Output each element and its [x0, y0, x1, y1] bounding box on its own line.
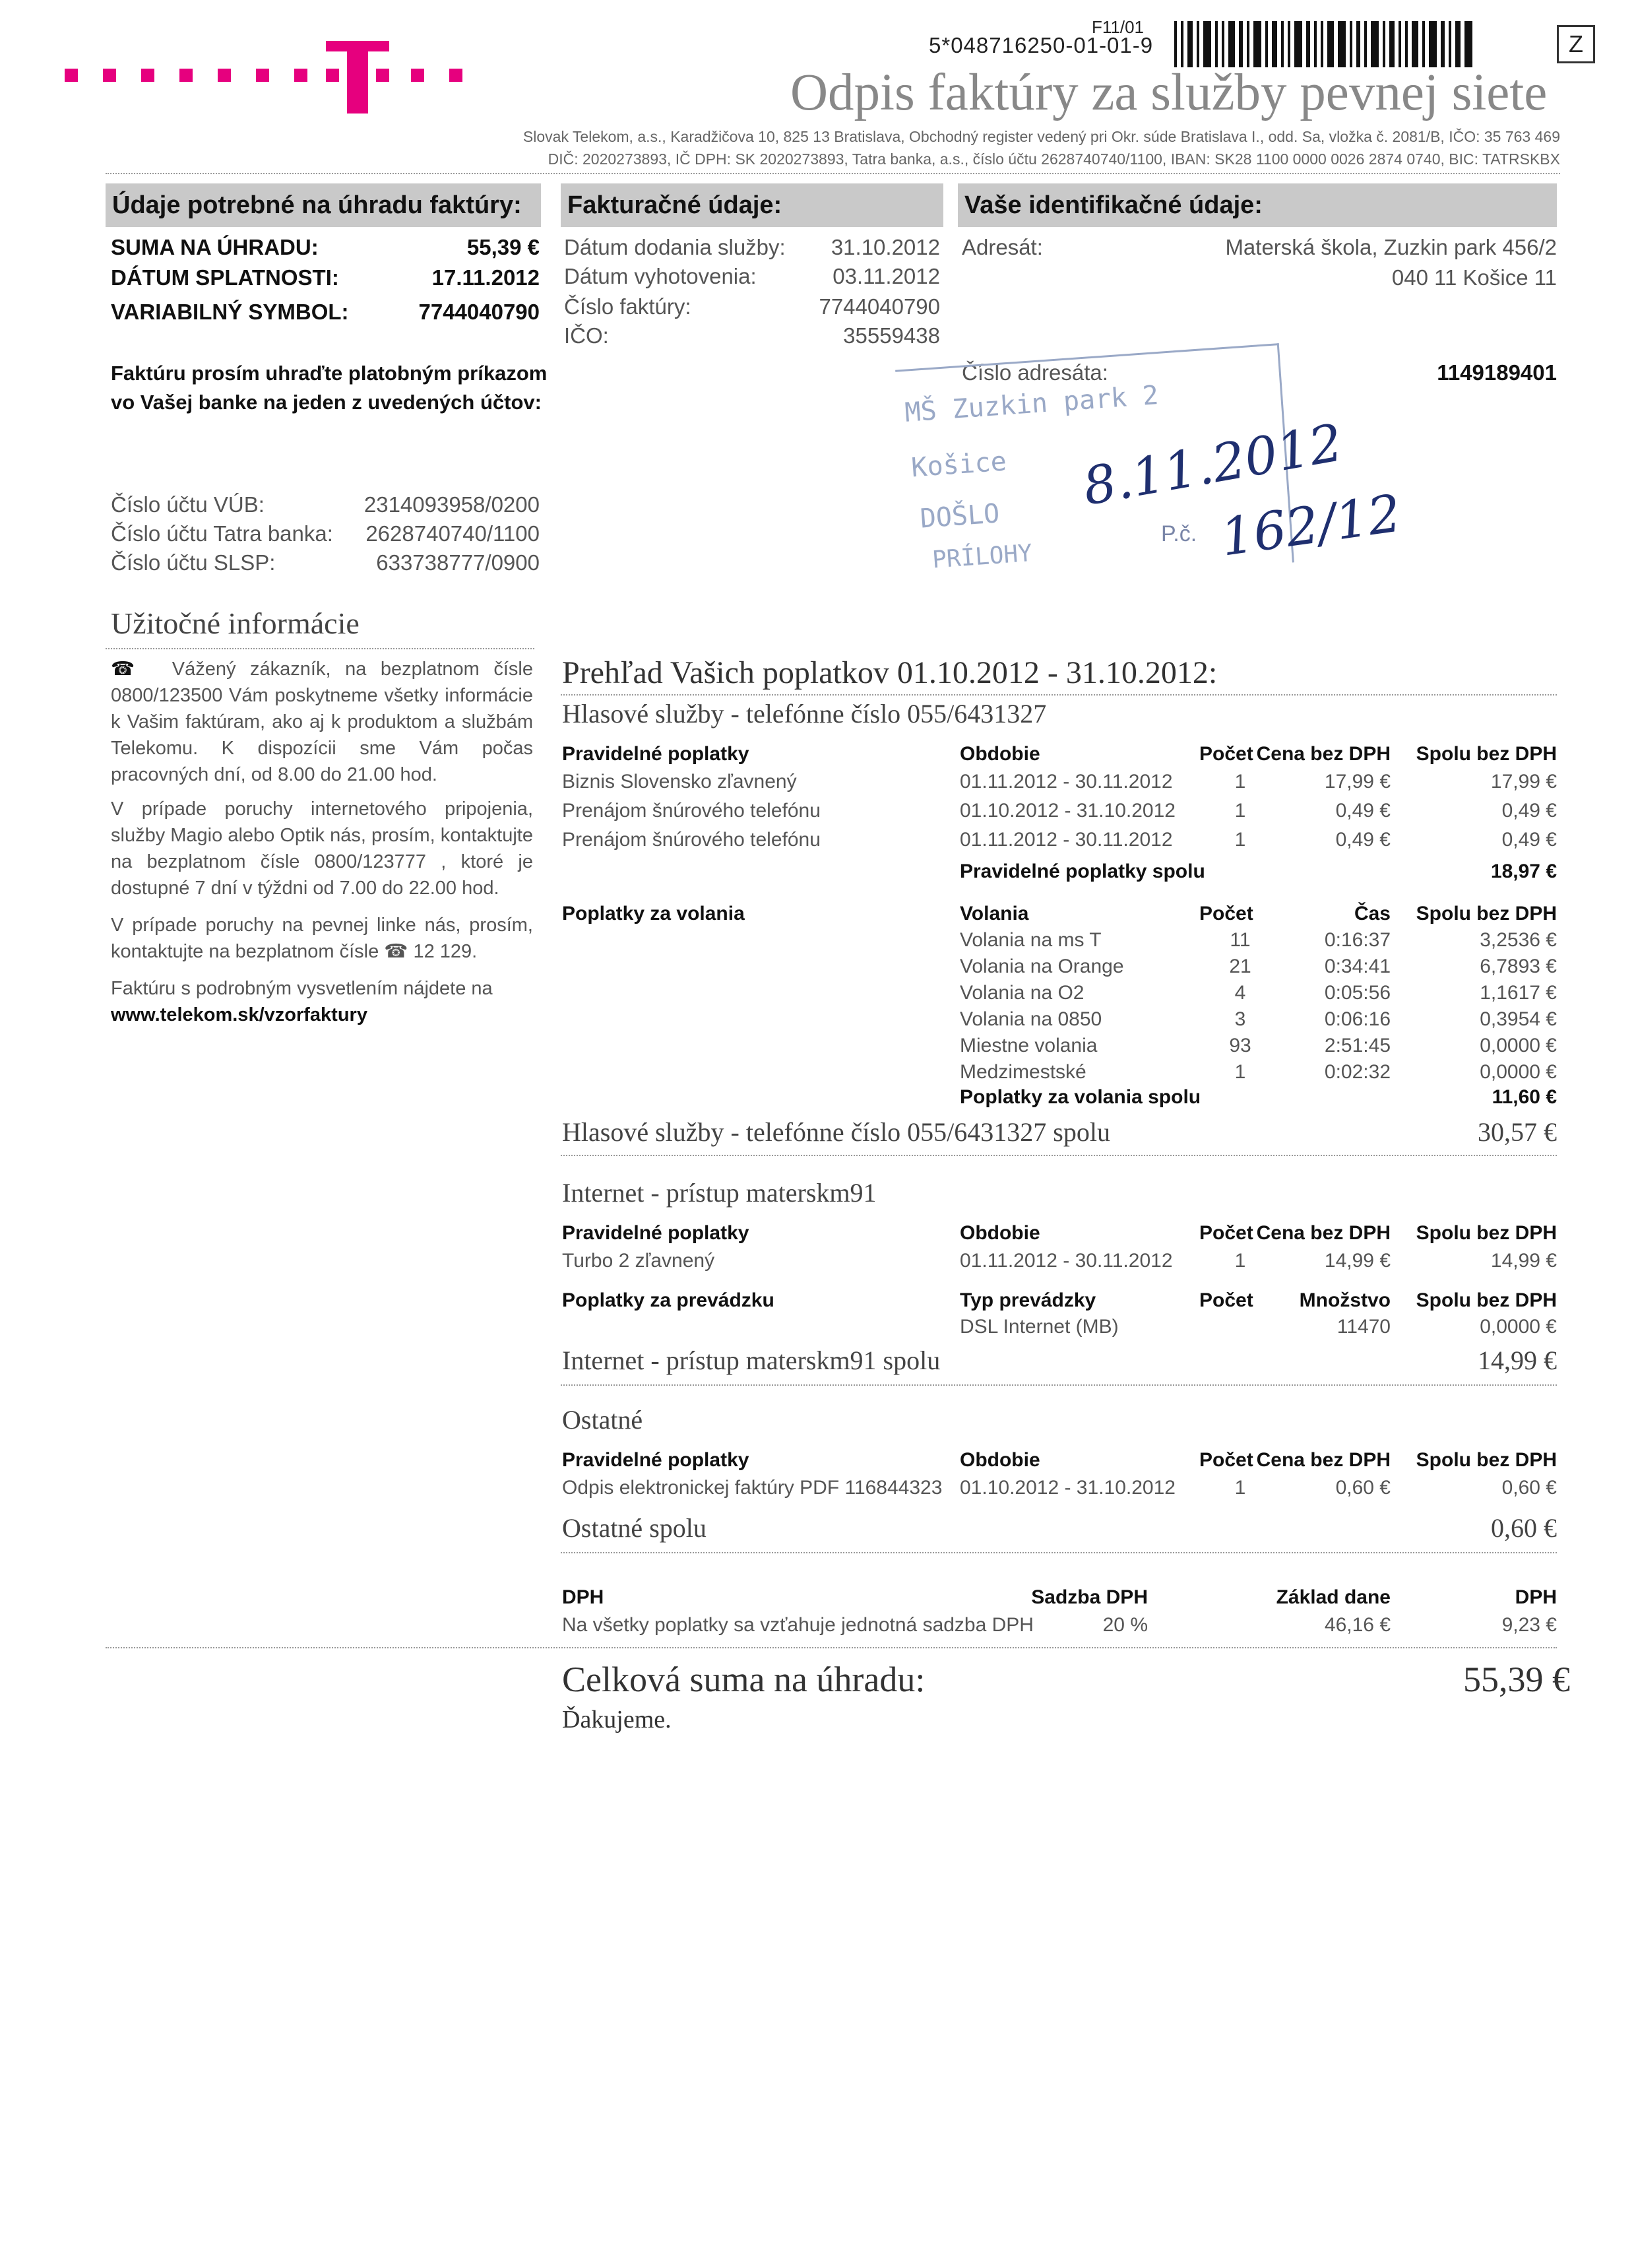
barcode-bar	[1215, 21, 1218, 67]
info-paragraph-4: Faktúru s podrobným vysvetlením nájdete na	[111, 978, 493, 999]
identity-heading: Vaše identifikačné údaje:	[958, 183, 1557, 227]
internet-h-name: Pravidelné poplatky	[562, 1222, 749, 1244]
barcode-bar	[1281, 21, 1284, 67]
addressee-number: 1149189401	[1437, 360, 1557, 385]
vat-value: 9,23 €	[1501, 1614, 1557, 1636]
calls-row-time: 0:06:16	[1324, 1008, 1391, 1030]
info-url[interactable]: www.telekom.sk/vzorfaktury	[111, 1004, 367, 1025]
addressee-line-2: 040 11 Košice 11	[1391, 265, 1557, 290]
info-paragraph-1: ☎ Vážený zákazník, na bezplatnom čísle 0800/123500 Vám poskytneme všetky informácie k Vašim faktúram, ako aj k produktom a službám Telekomu. K dispozícii sme Vám počas pracovných dní, od 8.00 do 21.00 hod.	[111, 659, 533, 785]
regular-h-price: Cena bez DPH	[1256, 743, 1391, 765]
calls-row-type: Miestne volania	[960, 1035, 1098, 1056]
calls-row-time: 0:34:41	[1324, 956, 1391, 977]
billing-label-3: IČO:	[564, 323, 609, 348]
barcode-bar	[1314, 21, 1317, 67]
internet-row-count: 1	[1234, 1250, 1246, 1272]
barcode-bar	[1228, 21, 1235, 67]
barcode-bar	[1306, 21, 1310, 67]
barcode	[1174, 21, 1472, 67]
internet-row-period: 01.11.2012 - 30.11.2012	[960, 1250, 1173, 1272]
other-sum-label: Ostatné spolu	[562, 1513, 707, 1543]
traffic-h-count: Počet	[1199, 1289, 1253, 1311]
internet-h-price: Cena bez DPH	[1256, 1222, 1391, 1244]
traffic-h-name: Poplatky za prevádzku	[562, 1289, 774, 1311]
calls-sum-label: Poplatky za volania spolu	[960, 1086, 1201, 1108]
stamp-line-2: Košice	[910, 446, 1008, 484]
regular-row-total: 0,49 €	[1501, 829, 1557, 851]
barcode-bar	[1371, 21, 1379, 67]
vat-rate: 20 %	[1102, 1614, 1148, 1636]
barcode-bar	[1364, 21, 1367, 67]
regular-row-price: 0,49 €	[1335, 800, 1391, 822]
calls-row-count: 3	[1234, 1008, 1246, 1030]
calls-row-type: Volania na Orange	[960, 956, 1124, 977]
calls-row-type: Volania na O2	[960, 982, 1085, 1004]
calls-h-total: Spolu bez DPH	[1416, 903, 1557, 924]
vat-h-rate: Sadzba DPH	[1031, 1586, 1148, 1608]
account-value-tatra: 2628740740/1100	[365, 521, 540, 546]
traffic-h-amount: Množstvo	[1299, 1289, 1391, 1311]
barcode-bar	[1187, 21, 1193, 67]
barcode-bar	[1181, 21, 1183, 67]
addressee-label: Adresát:	[962, 235, 1043, 259]
calls-row-count: 21	[1229, 956, 1251, 977]
barcode-bar	[1288, 21, 1290, 67]
vat-h-vat: DPH	[1515, 1586, 1557, 1608]
vs-value: 7744040790	[418, 300, 540, 324]
calls-row-time: 0:16:37	[1324, 929, 1391, 951]
info-paragraph-3: V prípade poruchy na pevnej linke nás, prosím, kontaktujte na bezplatnom čísle ☎ 12 129.	[111, 915, 533, 962]
payment-heading: Údaje potrebné na úhradu faktúry:	[106, 183, 541, 227]
traffic-row-total: 0,0000 €	[1480, 1316, 1557, 1338]
barcode-bar	[1350, 21, 1352, 67]
barcode-bar	[1174, 21, 1177, 67]
phone-icon: ☎	[111, 659, 144, 680]
handwritten-number: 162/12	[1217, 484, 1405, 568]
internet-row-name: Turbo 2 zľavnený	[562, 1250, 715, 1272]
other-h-total: Spolu bez DPH	[1416, 1449, 1557, 1471]
regular-row-price: 17,99 €	[1324, 771, 1391, 793]
telekom-logo	[65, 41, 474, 113]
calls-h-time: Čas	[1354, 903, 1391, 924]
barcode-bar	[1239, 21, 1243, 67]
other-title: Ostatné	[562, 1405, 643, 1435]
regular-row-period: 01.10.2012 - 31.10.2012	[960, 800, 1176, 822]
barcode-bar	[1441, 21, 1445, 67]
account-label-tatra: Číslo účtu Tatra banka:	[111, 521, 333, 546]
other-h-period: Obdobie	[960, 1449, 1040, 1471]
grand-total-label: Celková suma na úhradu:	[562, 1660, 926, 1699]
barcode-bar	[1356, 21, 1360, 67]
barcode-bar	[1265, 21, 1268, 67]
account-label-vub: Číslo účtu VÚB:	[111, 492, 265, 517]
regular-sum-label: Pravidelné poplatky spolu	[960, 860, 1205, 882]
internet-sum-value: 14,99 €	[1478, 1345, 1557, 1375]
vat-text: Na všetky poplatky sa vzťahuje jednotná sadzba DPH	[562, 1614, 1034, 1636]
regular-row-period: 01.11.2012 - 30.11.2012	[960, 771, 1173, 793]
barcode-bar	[1272, 21, 1277, 67]
barcode-bar	[1327, 21, 1334, 67]
barcode-bar	[1247, 21, 1249, 67]
calls-row-total: 0,3954 €	[1480, 1008, 1557, 1030]
calls-row-time: 0:02:32	[1324, 1061, 1391, 1083]
code-main: 5*048716250-01-01-9	[929, 33, 1154, 57]
stamp-line-1: MŠ Zuzkin park 2	[904, 380, 1160, 428]
pay-instruction-1: Faktúru prosím uhraďte platobným príkazom	[111, 362, 548, 385]
regular-sum-value: 18,97 €	[1490, 860, 1557, 882]
barcode-bar	[1197, 21, 1199, 67]
stamp-line-4: PRÍLOHY	[931, 539, 1034, 574]
other-h-count: Počet	[1199, 1449, 1253, 1471]
regular-h-name: Pravidelné poplatky	[562, 743, 749, 765]
grand-total-value: 55,39 €	[1463, 1660, 1570, 1699]
barcode-bar	[1383, 21, 1385, 67]
billing-value-3: 35559438	[843, 323, 940, 348]
regular-row-total: 17,99 €	[1490, 771, 1557, 793]
due-label: DÁTUM SPLATNOSTI:	[111, 265, 339, 290]
voice-title: Hlasové služby - telefónne číslo 055/6431327	[562, 699, 1047, 729]
barcode-bar	[1294, 21, 1302, 67]
calls-row-count: 1	[1234, 1061, 1246, 1083]
addressee-number-label: Číslo adresáta:	[962, 360, 1108, 385]
internet-h-total: Spolu bez DPH	[1416, 1222, 1557, 1244]
barcode-bar	[1429, 21, 1437, 67]
regular-row-name: Prenájom šnúrového telefónu	[562, 829, 821, 851]
pay-instruction-2: vo Vašej banke na jeden z uvedených účtov:	[111, 391, 542, 414]
barcode-bar	[1389, 21, 1395, 67]
calls-row-type: Volania na 0850	[960, 1008, 1102, 1030]
calls-row-total: 0,0000 €	[1480, 1035, 1557, 1056]
account-label-slsp: Číslo účtu SLSP:	[111, 550, 276, 575]
account-value-vub: 2314093958/0200	[363, 492, 540, 517]
vs-label: VARIABILNÝ SYMBOL:	[111, 300, 349, 324]
billing-label-1: Dátum vyhotovenia:	[564, 264, 757, 288]
handwritten-date: 8.11.2012	[1079, 413, 1347, 517]
other-h-price: Cena bez DPH	[1256, 1449, 1391, 1471]
internet-row-total: 14,99 €	[1490, 1250, 1557, 1272]
other-h-name: Pravidelné poplatky	[562, 1449, 749, 1471]
other-row-period: 01.10.2012 - 31.10.2012	[960, 1477, 1176, 1499]
internet-h-count: Počet	[1199, 1222, 1253, 1244]
account-value-slsp: 633738777/0900	[376, 550, 540, 575]
calls-row-total: 1,1617 €	[1480, 982, 1557, 1004]
thanks: Ďakujeme.	[562, 1706, 672, 1733]
billing-value-2: 7744040790	[819, 294, 940, 319]
calls-h-name: Poplatky za volania	[562, 903, 745, 924]
vat-h-name: DPH	[562, 1586, 604, 1608]
regular-row-count: 1	[1234, 829, 1246, 851]
calls-row-count: 11	[1230, 929, 1251, 951]
voice-sum-label: Hlasové služby - telefónne číslo 055/6431327 spolu	[562, 1117, 1110, 1147]
sum-value: 55,39 €	[466, 235, 540, 259]
barcode-bar	[1422, 21, 1425, 67]
traffic-row-type: DSL Internet (MB)	[960, 1316, 1119, 1338]
internet-row-price: 14,99 €	[1324, 1250, 1391, 1272]
other-row-price: 0,60 €	[1335, 1477, 1391, 1499]
code-small: F11/01	[1092, 17, 1145, 37]
billing-label-0: Dátum dodania služby:	[564, 235, 786, 259]
barcode-bar	[1412, 21, 1418, 67]
regular-row-name: Prenájom šnúrového telefónu	[562, 800, 821, 822]
calls-row-time: 2:51:45	[1324, 1035, 1391, 1056]
handwritten-prefix: P.č.	[1161, 521, 1197, 546]
barcode-bar	[1321, 21, 1323, 67]
calls-row-total: 0,0000 €	[1480, 1061, 1557, 1083]
barcode-bar	[1338, 21, 1346, 67]
internet-sum-label: Internet - prístup materskm91 spolu	[562, 1345, 941, 1375]
traffic-h-total: Spolu bez DPH	[1416, 1289, 1557, 1311]
billing-value-1: 03.11.2012	[833, 264, 940, 288]
regular-h-period: Obdobie	[960, 743, 1040, 765]
regular-row-name: Biznis Slovensko zľavnený	[562, 771, 797, 793]
traffic-row-amount: 11470	[1337, 1316, 1391, 1338]
other-row-name: Odpis elektronickej faktúry PDF 116844323	[562, 1477, 943, 1499]
company-line-1: Slovak Telekom, a.s., Karadžičova 10, 825 13 Bratislava, Obchodný register vedený pri Okr. súde Bratislava I., odd. Sa, vložka č. 2081/B, IČO: 35 763 469	[522, 128, 1560, 145]
other-row-total: 0,60 €	[1501, 1477, 1557, 1499]
calls-row-total: 3,2536 €	[1480, 929, 1557, 951]
billing-value-0: 31.10.2012	[831, 235, 940, 259]
vat-base: 46,16 €	[1324, 1614, 1391, 1636]
due-value: 17.11.2012	[431, 265, 540, 290]
barcode-bar	[1464, 21, 1472, 67]
calls-h-count: Počet	[1199, 903, 1253, 924]
regular-row-price: 0,49 €	[1335, 829, 1391, 851]
internet-h-period: Obdobie	[960, 1222, 1040, 1244]
regular-h-total: Spolu bez DPH	[1416, 743, 1557, 765]
regular-row-count: 1	[1234, 800, 1246, 822]
page-title: Odpis faktúry za služby pevnej siete	[790, 64, 1548, 121]
barcode-bar	[1449, 21, 1451, 67]
barcode-bar	[1399, 21, 1401, 67]
info-heading: Užitočné informácie	[111, 606, 360, 640]
stamp-line-3: DOŠLO	[919, 498, 1001, 535]
calls-row-count: 4	[1234, 982, 1246, 1004]
calls-row-total: 6,7893 €	[1480, 956, 1557, 977]
calls-h-type: Volania	[960, 903, 1029, 924]
other-sum-value: 0,60 €	[1491, 1513, 1557, 1543]
billing-label-2: Číslo faktúry:	[564, 294, 691, 319]
barcode-bar	[1203, 21, 1211, 67]
vat-h-base: Základ dane	[1276, 1586, 1391, 1608]
regular-h-count: Počet	[1199, 743, 1253, 765]
calls-row-type: Medzimestské	[960, 1061, 1086, 1083]
calls-row-count: 93	[1229, 1035, 1251, 1056]
billing-heading: Fakturačné údaje:	[561, 183, 943, 227]
z-box: Z	[1557, 25, 1595, 63]
calls-sum-value: 11,60 €	[1492, 1086, 1557, 1108]
info-paragraph-2: V prípade poruchy internetového pripojenia, služby Magio alebo Optik nás, prosím, kontaktujte na bezplatnom čísle 0800/123777 , ktoré je dostupné 7 dní v týždni od 7.00 do 22.00 hod.	[111, 798, 533, 899]
internet-title: Internet - prístup materskm91	[562, 1178, 877, 1208]
calls-row-type: Volania na ms T	[960, 929, 1102, 951]
barcode-bar	[1405, 21, 1408, 67]
voice-sum-value: 30,57 €	[1478, 1117, 1557, 1147]
sum-label: SUMA NA ÚHRADU:	[111, 235, 319, 259]
barcode-bar	[1253, 21, 1261, 67]
addressee-line-1: Materská škola, Zuzkin park 456/2	[1225, 235, 1557, 259]
overview-title: Prehľad Vašich poplatkov 01.10.2012 - 31.10.2012:	[562, 655, 1218, 690]
company-line-2: DIČ: 2020273893, IČ DPH: SK 2020273893, Tatra banka, a.s., číslo účtu 2628740740/1100, IBAN: SK28 1100 0000 0026 2874 0740, BIC: TATRSKBX	[548, 150, 1560, 168]
calls-row-time: 0:05:56	[1324, 982, 1391, 1004]
regular-row-count: 1	[1234, 771, 1246, 793]
regular-row-total: 0,49 €	[1501, 800, 1557, 822]
barcode-bar	[1222, 21, 1224, 67]
other-row-count: 1	[1234, 1477, 1246, 1499]
traffic-h-type: Typ prevádzky	[960, 1289, 1096, 1311]
barcode-bar	[1455, 21, 1461, 67]
regular-row-period: 01.11.2012 - 30.11.2012	[960, 829, 1173, 851]
